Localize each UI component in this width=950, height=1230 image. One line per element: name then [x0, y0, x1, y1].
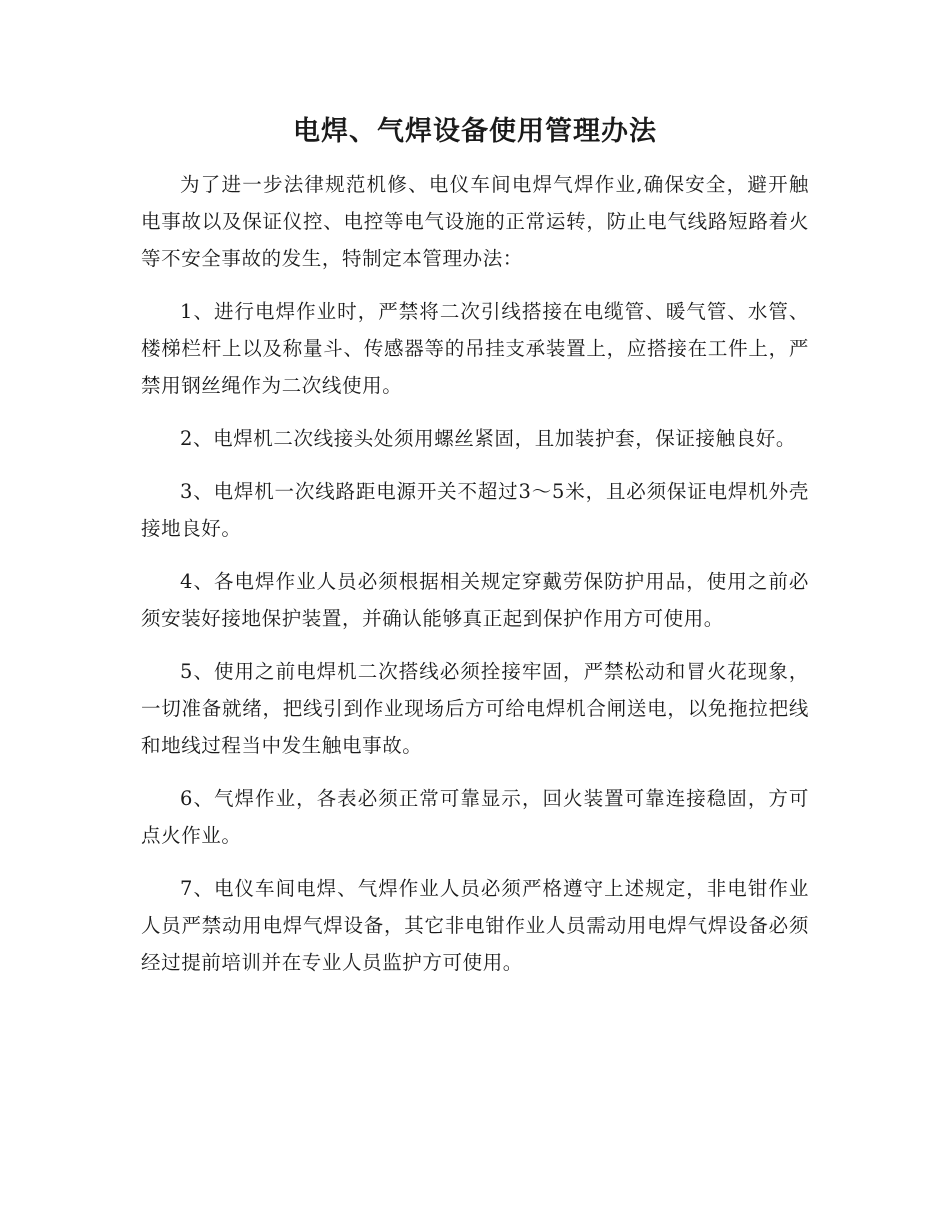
document-body — [141, 166, 809, 997]
intro-paragraph: 为了进一步法律规范机修、电仪车间电焊气焊作业,确保安全，避开触电事故以及保证仪控、电控等电气设施的正常运转，防止电气线路短路着火等不安全事故的发生，特制定本管理办法： — [141, 173, 809, 270]
rule-paragraph-3: 3、电焊机一次线路距电源开关不超过3～5米，且必须保证电焊机外壳接地良好。 — [141, 480, 809, 540]
rule-paragraph-7: 7、电仪车间电焊、气焊作业人员必须严格遵守上述规定，非电钳作业人员严禁动用电焊气焊设备，其它非电钳作业人员需动用电焊气焊设备必须经过提前培训并在专业人员监护方可使用。 — [141, 877, 809, 974]
rule-paragraph-1: 1、进行电焊作业时，严禁将二次引线搭接在电缆管、暖气管、水管、楼梯栏杆上以及称量斗、传感器等的吊挂支承装置上，应搭接在工件上，严禁用钢丝绳作为二次线使用。 — [141, 300, 809, 397]
rule-paragraph-2: 2、电焊机二次线接头处须用螺丝紧固，且加装护套，保证接触良好。 — [180, 427, 797, 450]
rule-paragraph-4: 4、各电焊作业人员必须根据相关规定穿戴劳保防护用品，使用之前必须安装好接地保护装置，并确认能够真正起到保护作用方可使用。 — [141, 570, 809, 630]
rule-paragraph-6: 6、气焊作业，各表必须正常可靠显示，回火装置可靠连接稳固，方可点火作业。 — [141, 787, 809, 847]
document-title: 电焊、气焊设备使用管理办法 — [293, 116, 657, 147]
rule-paragraph-5: 5、使用之前电焊机二次搭线必须拴接牢固，严禁松动和冒火花现象，一切准备就绪，把线引到作业现场后方可给电焊机合闸送电，以免拖拉把线和地线过程当中发生触电事故。 — [141, 660, 809, 757]
